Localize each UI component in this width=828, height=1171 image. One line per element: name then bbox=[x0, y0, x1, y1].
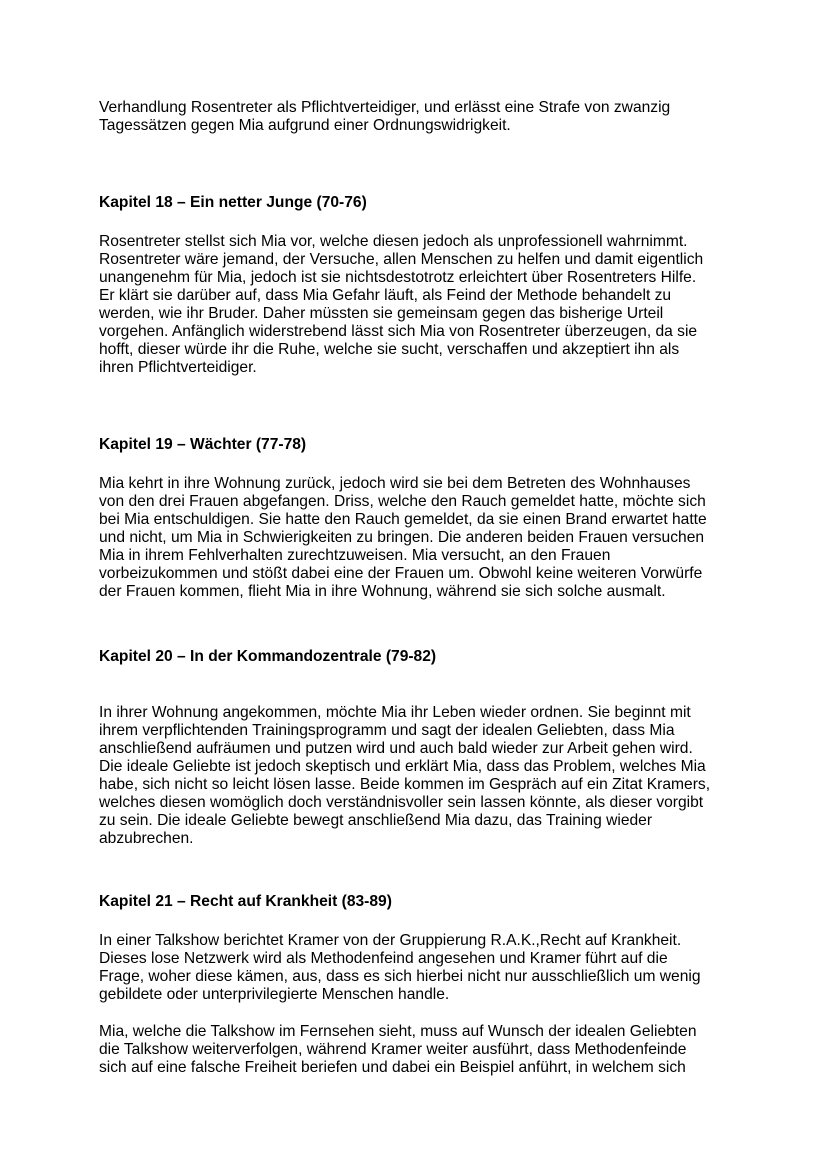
paragraph-line: Mia in ihrem Fehlverhalten zurechtzuweisen. Mia versucht, an den Frauen bbox=[99, 547, 611, 564]
paragraph-line: ihren Pflichtverteidiger. bbox=[99, 359, 257, 376]
intro-line: Tagessätzen gegen Mia aufgrund einer Ordnungswidrigkeit. bbox=[99, 117, 511, 134]
paragraph-line: Rosentreter stellst sich Mia vor, welche diesen jedoch als unprofessionell wahrnimmt. bbox=[99, 233, 688, 250]
paragraph-line: Rosentreter wäre jemand, der Versuche, allen Menschen zu helfen und damit eigentlich bbox=[99, 251, 704, 268]
paragraph-line: die Talkshow weiterverfolgen, während Kramer weiter ausführt, dass Methodenfeinde bbox=[99, 1041, 687, 1058]
paragraph-line: Frage, woher diese kämen, aus, dass es sich hierbei nicht nur ausschließlich um wenig bbox=[99, 968, 701, 985]
paragraph-line: vorgehen. Anfänglich widerstrebend lässt sich Mia von Rosentreter überzeugen, da sie bbox=[99, 323, 698, 340]
paragraph-line: Dieses lose Netzwerk wird als Methodenfeind angesehen und Kramer führt auf die bbox=[99, 950, 668, 967]
chapter-heading: Kapitel 21 – Recht auf Krankheit (83-89) bbox=[99, 893, 392, 910]
paragraph-line: hofft, dieser würde ihr die Ruhe, welche sie sucht, verschaffen und akzeptiert ihn als bbox=[99, 341, 680, 358]
paragraph-line: werden, wie ihr Bruder. Daher müssten sie gemeinsam gegen das bisherige Urteil bbox=[99, 305, 664, 322]
paragraph-line: Mia kehrt in ihre Wohnung zurück, jedoch wird sie bei dem Betreten des Wohnhauses bbox=[99, 475, 691, 492]
chapter-heading: Kapitel 20 – In der Kommandozentrale (79-82) bbox=[99, 648, 437, 665]
paragraph-line: und nicht, um Mia in Schwierigkeiten zu bringen. Die anderen beiden Frauen versuchen bbox=[99, 529, 705, 546]
paragraph-line: sich auf eine falsche Freiheit beriefen und dabei ein Beispiel anführt, in welchem sich bbox=[99, 1059, 686, 1076]
paragraph-line: Mia, welche die Talkshow im Fernsehen sieht, muss auf Wunsch der idealen Geliebten bbox=[99, 1023, 697, 1040]
chapter-heading: Kapitel 18 – Ein netter Junge (70-76) bbox=[99, 194, 367, 211]
paragraph-line: ihrem verpflichtenden Trainingsprogramm und sagt der idealen Geliebten, dass Mia bbox=[99, 722, 675, 739]
paragraph-line: In einer Talkshow berichtet Kramer von der Gruppierung R.A.K.,Recht auf Krankheit. bbox=[99, 932, 682, 949]
paragraph-line: In ihrer Wohnung angekommen, möchte Mia ihr Leben wieder ordnen. Sie beginnt mit bbox=[99, 704, 691, 721]
paragraph-line: bei Mia entschuldigen. Sie hatte den Rauch gemeldet, da sie einen Brand erwartet hatte bbox=[99, 511, 707, 528]
paragraph-line: zu sein. Die ideale Geliebte bewegt anschließend Mia dazu, das Training wieder bbox=[99, 812, 653, 829]
paragraph-line: abzubrechen. bbox=[99, 830, 194, 847]
paragraph-line: von den drei Frauen abgefangen. Driss, welche den Rauch gemeldet hatte, möchte sich bbox=[99, 493, 706, 510]
chapter-heading: Kapitel 19 – Wächter (77-78) bbox=[99, 436, 307, 453]
paragraph-line: vorbeizukommen und stößt dabei eine der Frauen um. Obwohl keine weiteren Vorwürfe bbox=[99, 565, 703, 582]
intro-line: Verhandlung Rosentreter als Pflichtverteidiger, und erlässt eine Strafe von zwanzig bbox=[99, 99, 671, 116]
paragraph-line: gebildete oder unterprivilegierte Menschen handle. bbox=[99, 986, 450, 1003]
paragraph-line: Er klärt sie darüber auf, dass Mia Gefahr läuft, als Feind der Methode behandelt zu bbox=[99, 287, 672, 304]
paragraph-line: unangenehm für Mia, jedoch ist sie nichtsdestotrotz erleichtert über Rosentreters Hilfe. bbox=[99, 269, 697, 286]
paragraph-line: Die ideale Geliebte ist jedoch skeptisch und erklärt Mia, dass das Problem, welches Mia bbox=[99, 758, 706, 775]
paragraph-line: habe, sich nicht so leicht lösen lasse. Beide kommen im Gespräch auf ein Zitat Kramers, bbox=[99, 776, 711, 793]
paragraph-line: welches diesen womöglich doch verständnisvoller sein lassen könnte, als dieser vorgibt bbox=[99, 794, 704, 811]
paragraph-line: anschließend aufräumen und putzen wird und auch bald wieder zur Arbeit gehen wird. bbox=[99, 740, 693, 757]
paragraph-line: der Frauen kommen, flieht Mia in ihre Wohnung, während sie sich solche ausmalt. bbox=[99, 583, 666, 600]
